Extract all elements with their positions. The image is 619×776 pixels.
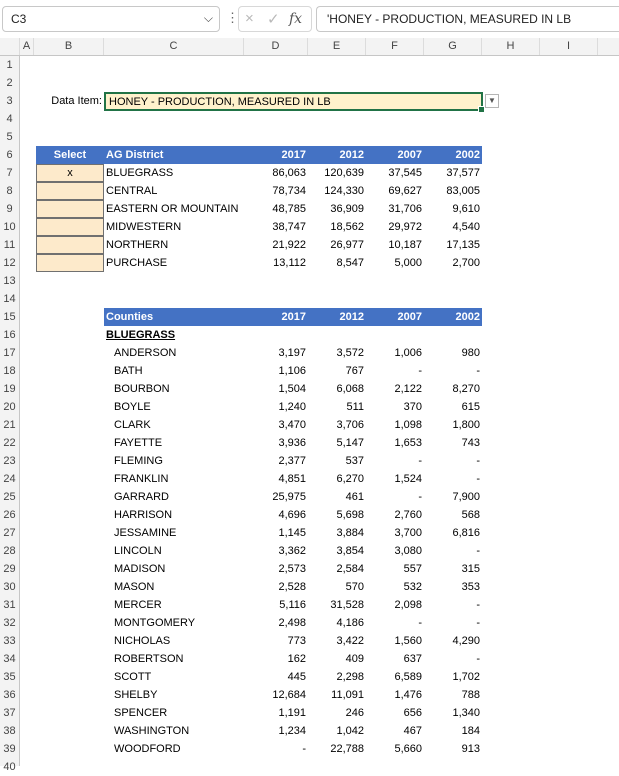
county-value: - bbox=[476, 653, 480, 665]
value-2017: 48,785 bbox=[272, 203, 306, 215]
county-value: 1,234 bbox=[278, 725, 306, 737]
value-2007: 29,972 bbox=[388, 221, 422, 233]
row-header[interactable]: 23 bbox=[3, 455, 16, 467]
county-value: 1,476 bbox=[394, 689, 422, 701]
county-value: 3,884 bbox=[336, 527, 364, 539]
county-value: 1,006 bbox=[394, 347, 422, 359]
header-2012: 2012 bbox=[339, 311, 364, 323]
county-value: - bbox=[476, 617, 480, 629]
county-value: - bbox=[302, 743, 306, 755]
row-header[interactable]: 5 bbox=[6, 131, 13, 143]
district-name: MIDWESTERN bbox=[106, 221, 182, 233]
row-header[interactable]: 20 bbox=[3, 401, 16, 413]
select-mark bbox=[36, 254, 104, 272]
row-header[interactable]: 2 bbox=[6, 77, 13, 89]
value-2002: 2,700 bbox=[452, 257, 480, 269]
county-value: 353 bbox=[461, 581, 480, 593]
row-header[interactable]: 24 bbox=[3, 473, 16, 485]
row-header[interactable]: 32 bbox=[3, 617, 16, 629]
row-header[interactable]: 10 bbox=[3, 221, 16, 233]
row-header[interactable]: 33 bbox=[3, 635, 16, 647]
county-name: WOODFORD bbox=[114, 743, 181, 755]
county-value: 1,191 bbox=[278, 707, 306, 719]
cancel-icon[interactable]: × bbox=[245, 10, 254, 27]
data-item-label: Data Item: bbox=[51, 95, 102, 107]
county-value: 767 bbox=[345, 365, 364, 377]
county-value: 5,116 bbox=[279, 599, 306, 611]
county-value: 2,298 bbox=[336, 671, 364, 683]
value-2017: 78,734 bbox=[272, 185, 306, 197]
header-2012: 2012 bbox=[339, 149, 364, 161]
county-value: 2,760 bbox=[394, 509, 422, 521]
county-value: 1,560 bbox=[394, 635, 422, 647]
row-header[interactable]: 36 bbox=[3, 689, 16, 701]
county-name: HARRISON bbox=[114, 509, 173, 521]
county-value: 8,270 bbox=[452, 383, 480, 395]
formula-buttons bbox=[238, 6, 312, 32]
county-value: 637 bbox=[403, 653, 422, 665]
county-value: 461 bbox=[345, 491, 364, 503]
county-name: SCOTT bbox=[114, 671, 152, 683]
county-name: BATH bbox=[114, 365, 143, 377]
county-value: 12,684 bbox=[272, 689, 306, 701]
header-2002: 2002 bbox=[455, 311, 480, 323]
county-value: - bbox=[418, 455, 422, 467]
select-mark bbox=[36, 236, 104, 254]
value-2002: 83,005 bbox=[446, 185, 480, 197]
column-header-g[interactable]: G bbox=[424, 38, 482, 55]
select-mark bbox=[36, 200, 104, 218]
county-name: BOURBON bbox=[114, 383, 170, 395]
row-header[interactable]: 21 bbox=[3, 419, 16, 431]
county-value: 6,068 bbox=[336, 383, 364, 395]
county-name: FRANKLIN bbox=[114, 473, 169, 485]
county-name: FLEMING bbox=[114, 455, 163, 467]
county-value: 2,584 bbox=[336, 563, 364, 575]
column-header-b[interactable]: B bbox=[34, 38, 104, 55]
district-name: EASTERN OR MOUNTAIN bbox=[106, 203, 239, 215]
county-name: MERCER bbox=[114, 599, 162, 611]
row-header[interactable]: 18 bbox=[3, 365, 16, 377]
county-value: - bbox=[476, 599, 480, 611]
row-header[interactable]: 16 bbox=[3, 329, 16, 341]
value-2002: 37,577 bbox=[446, 167, 480, 179]
county-value: 1,504 bbox=[278, 383, 306, 395]
county-name: WASHINGTON bbox=[114, 725, 190, 737]
row-header[interactable]: 37 bbox=[3, 707, 16, 719]
county-value: 1,702 bbox=[452, 671, 480, 683]
county-value: 1,340 bbox=[452, 707, 480, 719]
row-header[interactable]: 15 bbox=[3, 311, 16, 323]
formula-bar bbox=[0, 0, 619, 38]
value-2002: 4,540 bbox=[452, 221, 480, 233]
value-2007: 10,187 bbox=[388, 239, 422, 251]
more-options-icon[interactable]: ⋮ bbox=[226, 10, 239, 25]
row-header[interactable]: 26 bbox=[3, 509, 16, 521]
row-header[interactable]: 1 bbox=[6, 59, 13, 71]
row-header[interactable]: 28 bbox=[3, 545, 16, 557]
county-value: 315 bbox=[461, 563, 480, 575]
row-header[interactable]: 30 bbox=[3, 581, 16, 593]
county-value: 568 bbox=[461, 509, 480, 521]
name-box-value: C3 bbox=[11, 12, 27, 26]
value-2007: 31,706 bbox=[388, 203, 422, 215]
value-2017: 86,063 bbox=[272, 167, 306, 179]
county-value: 5,698 bbox=[336, 509, 364, 521]
county-value: 445 bbox=[287, 671, 306, 683]
county-value: 2,528 bbox=[278, 581, 306, 593]
county-value: 467 bbox=[403, 725, 422, 737]
row-header[interactable]: 13 bbox=[3, 275, 16, 287]
select-mark bbox=[36, 182, 104, 200]
column-header-i[interactable]: I bbox=[540, 38, 598, 55]
row-header[interactable]: 8 bbox=[6, 185, 13, 197]
county-value: 11,091 bbox=[331, 689, 364, 701]
row-header[interactable]: 19 bbox=[3, 383, 16, 395]
county-name: SPENCER bbox=[114, 707, 168, 719]
county-name: JESSAMINE bbox=[114, 527, 177, 539]
formula-input[interactable] bbox=[316, 6, 619, 32]
county-name: MONTGOMERY bbox=[114, 617, 196, 629]
county-value: 1,145 bbox=[278, 527, 306, 539]
county-value: 2,573 bbox=[278, 563, 306, 575]
value-2012: 124,330 bbox=[324, 185, 364, 197]
column-header-f[interactable]: F bbox=[366, 38, 424, 55]
row-header[interactable]: 4 bbox=[6, 113, 13, 125]
county-value: 370 bbox=[403, 401, 422, 413]
county-value: 409 bbox=[345, 653, 364, 665]
county-value: 1,106 bbox=[278, 365, 306, 377]
select-mark bbox=[36, 218, 104, 236]
county-value: 788 bbox=[461, 689, 480, 701]
county-value: 6,589 bbox=[394, 671, 422, 683]
row-header[interactable]: 11 bbox=[3, 239, 16, 251]
column-header-h[interactable]: H bbox=[482, 38, 540, 55]
county-value: - bbox=[476, 545, 480, 557]
value-2017: 21,922 bbox=[272, 239, 306, 251]
county-value: 3,706 bbox=[336, 419, 364, 431]
value-2002: 17,135 bbox=[446, 239, 480, 251]
county-value: 913 bbox=[461, 743, 480, 755]
county-value: 3,197 bbox=[278, 347, 306, 359]
column-header-e[interactable]: E bbox=[308, 38, 366, 55]
header-2007: 2007 bbox=[397, 149, 422, 161]
header-2017: 2017 bbox=[281, 149, 306, 161]
district-name: CENTRAL bbox=[106, 185, 158, 197]
county-value: 3,362 bbox=[278, 545, 306, 557]
county-value: 3,470 bbox=[278, 419, 306, 431]
column-header-c[interactable]: C bbox=[104, 38, 244, 55]
select-mark: x bbox=[67, 167, 73, 179]
value-2002: 9,610 bbox=[452, 203, 480, 215]
county-value: 570 bbox=[345, 581, 364, 593]
row-header[interactable]: 7 bbox=[6, 167, 13, 179]
county-value: 2,377 bbox=[278, 455, 306, 467]
county-value: 1,042 bbox=[336, 725, 364, 737]
header-2017: 2017 bbox=[281, 311, 306, 323]
county-value: 5,147 bbox=[336, 437, 364, 449]
data-item-cell[interactable] bbox=[104, 92, 483, 111]
value-2017: 38,747 bbox=[272, 221, 306, 233]
county-value: 5,660 bbox=[394, 743, 422, 755]
county-value: - bbox=[418, 491, 422, 503]
column-header-d[interactable]: D bbox=[244, 38, 308, 55]
county-value: 980 bbox=[461, 347, 480, 359]
value-2012: 8,547 bbox=[336, 257, 364, 269]
county-group-label: BLUEGRASS bbox=[106, 329, 176, 341]
county-value: 656 bbox=[403, 707, 422, 719]
county-name: CLARK bbox=[114, 419, 151, 431]
row-header[interactable]: 35 bbox=[3, 671, 16, 683]
county-value: 3,700 bbox=[394, 527, 422, 539]
value-2012: 18,562 bbox=[330, 221, 364, 233]
header-2002: 2002 bbox=[455, 149, 480, 161]
row-header[interactable]: 12 bbox=[3, 257, 16, 269]
formula-text: 'HONEY - PRODUCTION, MEASURED IN LB bbox=[327, 12, 572, 26]
row-header[interactable]: 27 bbox=[3, 527, 16, 539]
county-value: 162 bbox=[287, 653, 306, 665]
county-value: 2,122 bbox=[394, 383, 422, 395]
row-header[interactable]: 25 bbox=[3, 491, 16, 503]
county-value: 532 bbox=[403, 581, 422, 593]
county-value: 246 bbox=[345, 707, 364, 719]
county-name: MADISON bbox=[114, 563, 166, 575]
county-value: 4,696 bbox=[278, 509, 306, 521]
county-value: 615 bbox=[461, 401, 480, 413]
row-header[interactable]: 40 bbox=[3, 761, 16, 773]
county-value: 537 bbox=[345, 455, 364, 467]
row-header[interactable]: 29 bbox=[3, 563, 16, 575]
value-2007: 37,545 bbox=[388, 167, 422, 179]
value-2017: 13,112 bbox=[273, 257, 306, 269]
county-value: 743 bbox=[461, 437, 480, 449]
county-value: 22,788 bbox=[330, 743, 364, 755]
column-header-a[interactable]: A bbox=[20, 38, 34, 55]
row-header[interactable]: 3 bbox=[6, 95, 13, 107]
county-value: 3,080 bbox=[394, 545, 422, 557]
county-name: GARRARD bbox=[114, 491, 170, 503]
district-name: BLUEGRASS bbox=[106, 167, 174, 179]
insert-function-icon[interactable]: fx bbox=[289, 11, 303, 27]
row-header[interactable]: 31 bbox=[3, 599, 16, 611]
county-value: 1,240 bbox=[278, 401, 306, 413]
county-value: 184 bbox=[461, 725, 480, 737]
row-header-bar bbox=[0, 56, 20, 773]
row-header[interactable]: 9 bbox=[6, 203, 13, 215]
header-2007: 2007 bbox=[397, 311, 422, 323]
chevron-down-icon[interactable]: ⌵ bbox=[203, 11, 213, 25]
header-select: Select bbox=[53, 149, 87, 161]
value-2012: 120,639 bbox=[324, 167, 364, 179]
header-ag-district: AG District bbox=[106, 149, 164, 161]
value-2007: 69,627 bbox=[388, 185, 422, 197]
row-header[interactable]: 22 bbox=[3, 437, 16, 449]
county-value: 31,528 bbox=[330, 599, 364, 611]
value-2007: 5,000 bbox=[394, 257, 422, 269]
county-name: ANDERSON bbox=[114, 347, 177, 359]
county-value: 3,422 bbox=[336, 635, 364, 647]
value-2012: 26,977 bbox=[330, 239, 364, 251]
district-name: PURCHASE bbox=[106, 257, 168, 269]
dropdown-arrow-icon[interactable]: ▼ bbox=[485, 94, 499, 108]
header-counties: Counties bbox=[106, 311, 154, 323]
select-all-corner[interactable] bbox=[0, 38, 20, 55]
county-value: 1,524 bbox=[394, 473, 422, 485]
county-name: ROBERTSON bbox=[114, 653, 184, 665]
county-name: NICHOLAS bbox=[114, 635, 171, 647]
enter-icon[interactable]: ✓ bbox=[267, 11, 280, 28]
county-value: 3,936 bbox=[278, 437, 306, 449]
row-header[interactable]: 39 bbox=[3, 743, 16, 755]
name-box[interactable] bbox=[2, 6, 220, 32]
fill-handle[interactable] bbox=[478, 106, 485, 113]
row-header[interactable]: 34 bbox=[3, 653, 16, 665]
county-value: 7,900 bbox=[452, 491, 480, 503]
county-value: 4,851 bbox=[278, 473, 306, 485]
value-2012: 36,909 bbox=[330, 203, 364, 215]
county-name: FAYETTE bbox=[114, 437, 163, 449]
county-value: 511 bbox=[346, 401, 364, 413]
row-header[interactable]: 17 bbox=[3, 347, 16, 359]
county-name: LINCOLN bbox=[114, 545, 162, 557]
county-value: - bbox=[476, 365, 480, 377]
county-value: - bbox=[476, 473, 480, 485]
data-item-value: HONEY - PRODUCTION, MEASURED IN LB bbox=[109, 96, 331, 108]
county-value: - bbox=[418, 617, 422, 629]
county-value: 4,290 bbox=[452, 635, 480, 647]
row-header[interactable]: 14 bbox=[3, 293, 16, 305]
row-header[interactable]: 6 bbox=[6, 149, 13, 161]
county-name: SHELBY bbox=[114, 689, 158, 701]
county-value: 773 bbox=[287, 635, 306, 647]
county-name: BOYLE bbox=[114, 401, 151, 413]
county-value: 6,816 bbox=[452, 527, 480, 539]
county-value: 1,800 bbox=[452, 419, 480, 431]
column-header-bar bbox=[0, 38, 619, 56]
row-header[interactable]: 38 bbox=[3, 725, 16, 737]
county-value: 25,975 bbox=[272, 491, 306, 503]
county-value: 1,653 bbox=[394, 437, 422, 449]
county-value: 6,270 bbox=[336, 473, 364, 485]
county-value: 1,098 bbox=[394, 419, 422, 431]
district-name: NORTHERN bbox=[106, 239, 169, 251]
county-value: 2,098 bbox=[394, 599, 422, 611]
county-value: - bbox=[418, 365, 422, 377]
county-value: 557 bbox=[403, 563, 422, 575]
county-value: - bbox=[476, 455, 480, 467]
county-name: MASON bbox=[114, 581, 155, 593]
county-value: 4,186 bbox=[336, 617, 364, 629]
county-value: 2,498 bbox=[278, 617, 306, 629]
county-value: 3,572 bbox=[336, 347, 364, 359]
county-value: 3,854 bbox=[336, 545, 364, 557]
